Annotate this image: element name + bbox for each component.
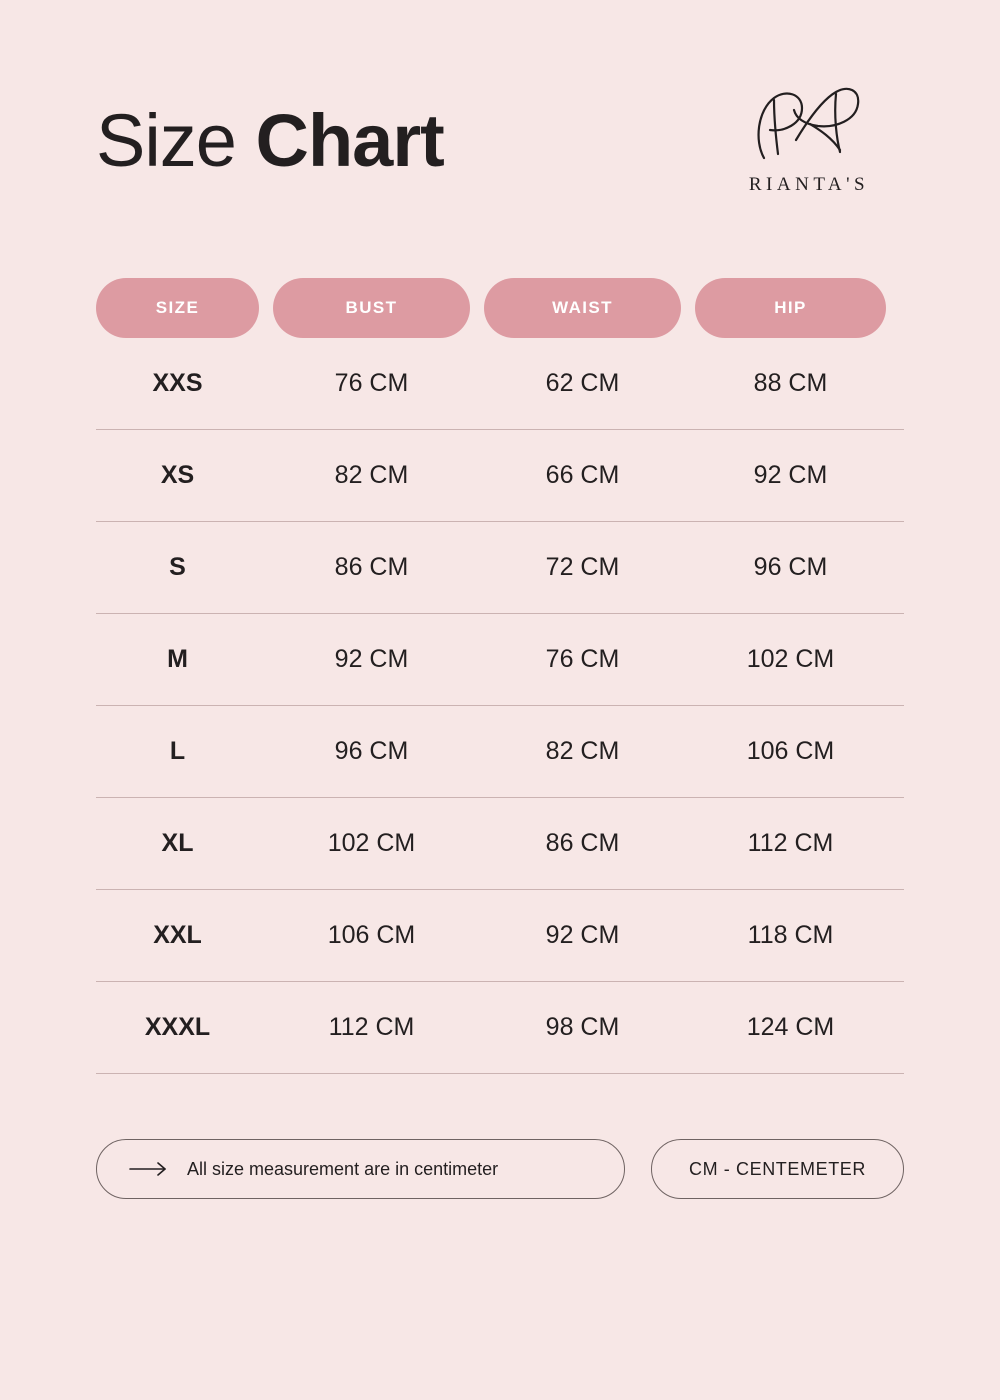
unit-note [651, 1139, 904, 1199]
cell-hip: 106 CM [746, 737, 835, 765]
cell-bust: 106 CM [327, 921, 416, 949]
cell-bust: 92 CM [334, 645, 409, 673]
cell-size: XXXL [144, 1013, 211, 1041]
cell-size: M [167, 645, 188, 673]
page-title [96, 99, 444, 182]
table-row [96, 890, 904, 982]
cell-waist: 82 CM [545, 737, 620, 765]
unit-note-text: CM - CENTEMETER [689, 1158, 866, 1179]
cell-waist: 66 CM [545, 461, 620, 489]
table-row [96, 982, 904, 1074]
cell-size: S [169, 553, 186, 581]
column-header-bust: BUST [273, 278, 470, 338]
page-title-bold: Chart [255, 99, 444, 182]
cell-waist: 76 CM [545, 645, 620, 673]
brand-logo [714, 80, 904, 220]
cell-size: XL [161, 829, 194, 857]
table-row [96, 430, 904, 522]
cell-bust: 96 CM [334, 737, 409, 765]
table-row [96, 798, 904, 890]
cell-hip: 92 CM [753, 461, 828, 489]
brand-name: RIANTA'S [748, 174, 870, 195]
cell-bust: 82 CM [334, 461, 409, 489]
cell-hip: 118 CM [747, 921, 834, 949]
table-row [96, 706, 904, 798]
cell-waist: 72 CM [545, 553, 620, 581]
measurement-note-text: All size measurement are in centimeter [187, 1158, 499, 1179]
table-row [96, 614, 904, 706]
cell-waist: 86 CM [545, 829, 620, 857]
column-header-size: SIZE [96, 278, 259, 338]
cell-size: XXS [152, 369, 203, 397]
cell-waist: 98 CM [545, 1013, 620, 1041]
table-row [96, 522, 904, 614]
page-header [96, 80, 904, 230]
cell-hip: 102 CM [746, 645, 835, 673]
cell-bust: 76 CM [334, 369, 409, 397]
cell-hip: 112 CM [747, 829, 834, 857]
column-header-hip: HIP [695, 278, 886, 338]
cell-waist: 92 CM [545, 921, 620, 949]
cell-waist: 62 CM [545, 369, 620, 397]
cell-bust: 102 CM [327, 829, 416, 857]
column-header-waist: WAIST [484, 278, 681, 338]
cell-hip: 96 CM [753, 553, 828, 581]
size-chart-table [96, 278, 904, 1074]
table-header-row [96, 278, 904, 338]
footer-notes [96, 1139, 904, 1199]
cell-size: L [169, 737, 186, 765]
cell-size: XXL [153, 921, 202, 949]
cell-bust: 112 CM [328, 1013, 415, 1041]
cell-bust: 86 CM [334, 553, 409, 581]
arrow-right-icon [129, 1162, 169, 1176]
cell-hip: 88 CM [753, 369, 828, 397]
cell-size: XS [160, 461, 195, 489]
measurement-note [96, 1139, 625, 1199]
table-row [96, 338, 904, 430]
cell-hip: 124 CM [746, 1013, 835, 1041]
page-title-light: Size [96, 99, 256, 182]
brand-monogram-icon [714, 80, 904, 172]
